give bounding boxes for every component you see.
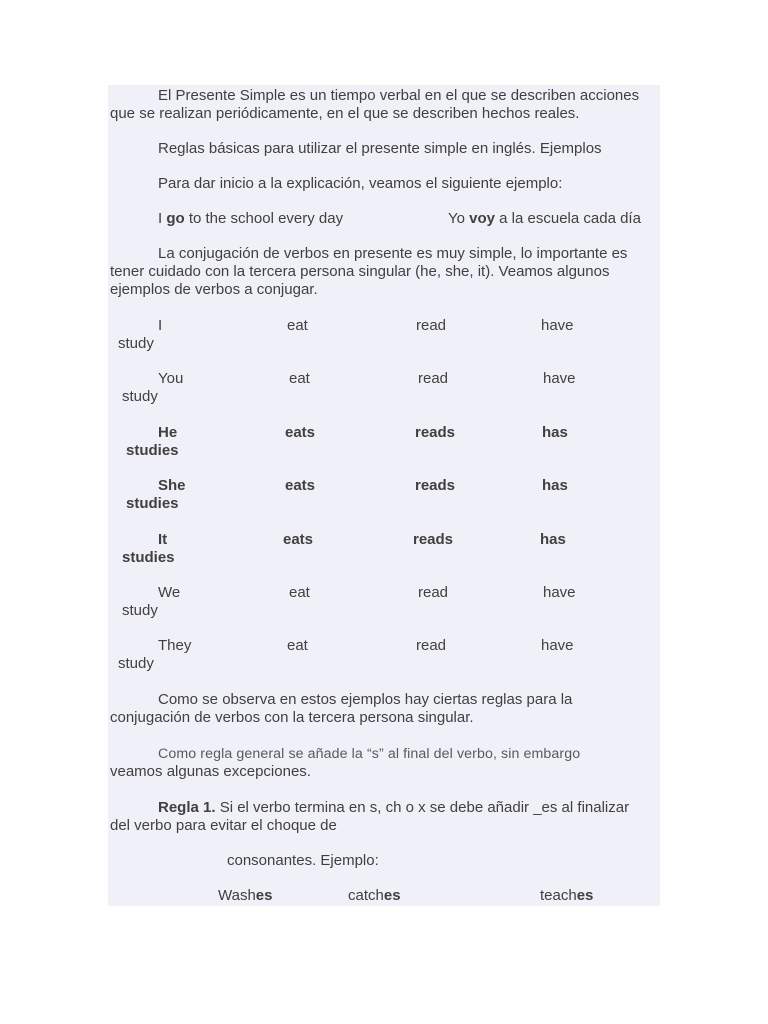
paragraph-intro-line2: que se realizan periódicamente, en el que se describen hechos reales.	[110, 105, 580, 122]
conj-row-it-v1: eats	[283, 531, 314, 548]
paragraph-conjugation-line3: ejemplos de verbos a conjugar.	[110, 281, 318, 298]
conj-row-they-v1: eat	[287, 637, 308, 654]
document-page	[108, 85, 660, 906]
conj-row-she-v1: eats	[285, 477, 316, 494]
conj-row-you-v2: read	[418, 370, 449, 387]
example-word-catch: catches	[348, 887, 401, 904]
conj-row-we-pronoun: We	[158, 584, 181, 601]
conj-row-we-v3: have	[543, 584, 576, 601]
paragraph-observation-line2: conjugación de verbos con la tercera persona singular.	[110, 709, 474, 726]
example-spanish-verb: voy	[469, 210, 495, 227]
conj-row-they-pronoun: They	[158, 637, 192, 654]
conj-row-i-v3: have	[541, 317, 574, 334]
conj-row-she-v3: has	[542, 477, 568, 494]
paragraph-observation-line1: Como se observa en estos ejemplos hay ciertas reglas para la	[158, 691, 573, 708]
conj-row-i-pronoun: I	[158, 317, 163, 334]
paragraph-conjugation-line1: La conjugación de verbos en presente es muy simple, lo importante es	[158, 245, 628, 262]
conj-row-you-v4: study	[122, 388, 158, 405]
conj-row-it-v3: has	[540, 531, 566, 548]
rule-1-label: Regla 1.	[158, 799, 216, 816]
paragraph-general-rule-line2: veamos algunas excepciones.	[110, 763, 311, 780]
conj-row-he-v4: studies	[126, 442, 179, 459]
paragraph-general-rule-line1: Como regla general se añade la “s” al final del verbo, sin embargo	[158, 746, 581, 762]
paragraph-rules-heading: Reglas básicas para utilizar el presente simple en inglés. Ejemplos	[158, 140, 602, 157]
conj-row-we-v2: read	[418, 584, 449, 601]
paragraph-example-intro: Para dar inicio a la explicación, veamos el siguiente ejemplo:	[158, 175, 563, 192]
paragraph-conjugation-line2: tener cuidado con la tercera persona singular (he, she, it). Veamos algunos	[110, 263, 610, 280]
conj-row-you-v3: have	[543, 370, 576, 387]
rule-1-line2: del verbo para evitar el choque de	[110, 817, 337, 834]
example-english-verb: go	[166, 210, 185, 227]
example-english: I go to the school every day	[158, 210, 344, 227]
example-spanish: Yo voy a la escuela cada día	[448, 210, 641, 227]
conj-row-it-v4: studies	[122, 549, 175, 566]
conj-row-it-pronoun: It	[158, 531, 168, 548]
example-word-wash: Washes	[218, 887, 273, 904]
conj-row-he-pronoun: He	[158, 424, 178, 441]
example-word-teach: teaches	[540, 887, 594, 904]
conj-row-he-v2: reads	[415, 424, 456, 441]
conj-row-he-v1: eats	[285, 424, 316, 441]
conj-row-he-v3: has	[542, 424, 568, 441]
rule-1-line3: consonantes. Ejemplo:	[227, 852, 379, 869]
conj-row-we-v4: study	[122, 602, 158, 619]
rule-1-line1: Regla 1. Si el verbo termina en s, ch o x se debe añadir _es al finalizar	[158, 799, 630, 816]
conj-row-i-v2: read	[416, 317, 447, 334]
conj-row-it-v2: reads	[413, 531, 454, 548]
conj-row-you-pronoun: You	[158, 370, 184, 387]
conj-row-she-v2: reads	[415, 477, 456, 494]
conj-row-we-v1: eat	[289, 584, 310, 601]
conj-row-i-v4: study	[118, 335, 154, 352]
conj-row-they-v4: study	[118, 655, 154, 672]
conj-row-i-v1: eat	[287, 317, 308, 334]
conj-row-you-v1: eat	[289, 370, 310, 387]
conj-row-they-v3: have	[541, 637, 574, 654]
conj-row-she-v4: studies	[126, 495, 179, 512]
paragraph-intro-line1: El Presente Simple es un tiempo verbal en el que se describen acciones	[158, 87, 640, 104]
conj-row-they-v2: read	[416, 637, 447, 654]
conj-row-she-pronoun: She	[158, 477, 186, 494]
